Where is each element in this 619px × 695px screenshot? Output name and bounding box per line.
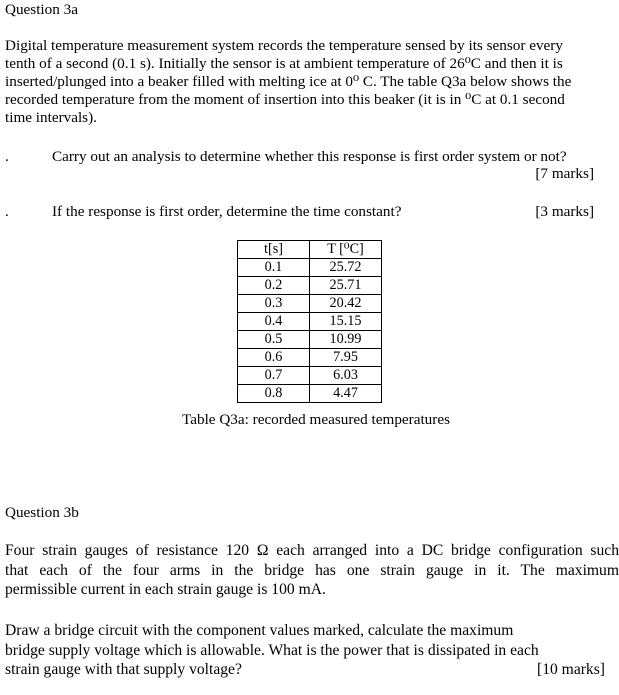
time-cell: 0.1 [238, 259, 310, 277]
temperature-cell: 15.15 [310, 313, 382, 331]
table-row [238, 331, 382, 349]
table-row [238, 349, 382, 367]
time-cell: 0.8 [238, 385, 310, 403]
temperature-cell: 25.72 [310, 259, 382, 277]
question-3b-paragraph-1 [5, 541, 619, 600]
paragraph-line: that each of the four arms in the bridge has one strain gauge in it. The maximum [5, 561, 619, 579]
question-3a-paragraph [5, 37, 611, 127]
table-header-row [238, 241, 382, 259]
time-cell: 0.4 [238, 313, 310, 331]
table-row [238, 313, 382, 331]
column-header-temperature: T [⁰C] [310, 241, 382, 259]
time-cell: 0.5 [238, 331, 310, 349]
paragraph-line: time intervals). [5, 109, 97, 126]
item-2-bullet: . [5, 203, 9, 220]
table-row [238, 385, 382, 403]
temperature-cell: 6.03 [310, 367, 382, 385]
paragraph-line: inserted/plunged into a beaker filled with melting ice at 0⁰ C. The table Q3a below shows the [5, 73, 572, 90]
paragraph-line: recorded temperature from the moment of insertion into this beaker (it is in ⁰C at 0.1 second [5, 91, 565, 108]
paragraph-line: tenth of a second (0.1 s). Initially the sensor is at ambient temperature of 26⁰C and then it is [5, 55, 563, 72]
question-3b-heading: Question 3b [5, 504, 79, 521]
temperature-cell: 4.47 [310, 385, 382, 403]
time-cell: 0.6 [238, 349, 310, 367]
time-cell: 0.3 [238, 295, 310, 313]
question-3b-marks: [10 marks] [537, 661, 605, 678]
item-2-marks: [3 marks] [535, 203, 594, 220]
item-1-marks: [7 marks] [535, 165, 594, 182]
table-row [238, 295, 382, 313]
paragraph-line: Draw a bridge circuit with the component values marked, calculate the maximum [5, 622, 514, 639]
time-cell: 0.2 [238, 277, 310, 295]
item-2-text: If the response is first order, determine the time constant? [52, 203, 402, 220]
item-1-text: Carry out an analysis to determine whether this response is first order system or not? [52, 148, 567, 165]
column-header-time: t[s] [238, 241, 310, 259]
paragraph-line: Digital temperature measurement system records the temperature sensed by its sensor every [5, 37, 563, 54]
table-caption: Table Q3a: recorded measured temperatures [182, 411, 450, 428]
temperature-table [237, 240, 382, 403]
table-row [238, 259, 382, 277]
question-3a-heading: Question 3a [5, 1, 78, 18]
temperature-cell: 10.99 [310, 331, 382, 349]
table-row [238, 367, 382, 385]
paragraph-line: strain gauge with that supply voltage? [5, 661, 242, 678]
time-cell: 0.7 [238, 367, 310, 385]
temperature-cell: 25.71 [310, 277, 382, 295]
table-row [238, 277, 382, 295]
temperature-cell: 20.42 [310, 295, 382, 313]
paragraph-line: Four strain gauges of resistance 120 Ω each arranged into a DC bridge configuration such [5, 542, 619, 559]
temperature-cell: 7.95 [310, 349, 382, 367]
item-1-bullet: . [5, 148, 9, 165]
paragraph-line: bridge supply voltage which is allowable. What is the power that is dissipated in each [5, 641, 539, 659]
paragraph-line: permissible current in each strain gauge is 100 mA. [5, 581, 326, 598]
